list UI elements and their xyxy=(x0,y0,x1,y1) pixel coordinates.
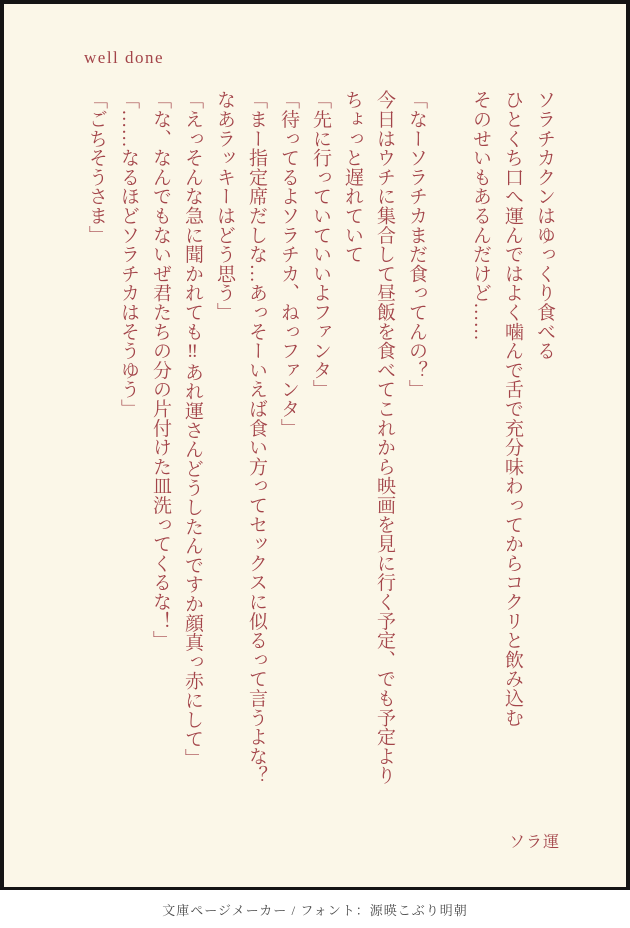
text-line: ソラチカクンはゆっくり食べる xyxy=(534,90,555,361)
text-line: 「まー指定席だしな…あっそーいえば食い方ってセックスに似るって言うよな？ xyxy=(246,90,267,785)
text-line: 「な、なんでもないぜ君たちの分の片付けた皿洗ってくるな！」 xyxy=(150,90,171,650)
text-line: 「なーソラチカまだ食ってんの？」 xyxy=(406,90,427,399)
footer-band xyxy=(0,890,630,928)
text-line: 「先に行っていていいよファンタ」 xyxy=(310,90,331,399)
text-line: ひとくち口へ運んではよく噛んで舌で充分味わってからコクリと飲み込む xyxy=(502,90,523,727)
author-credit: ソラ運 xyxy=(509,834,561,851)
text-line: 「ごちそうさま」 xyxy=(86,90,107,245)
vertical-text-block xyxy=(80,90,560,796)
text-line: ちょっと遅れていて xyxy=(342,90,363,264)
text-line: なあラッキーはどう思う」 xyxy=(214,90,235,322)
text-line: 「待ってるよソラチカ、ねっファンタ」 xyxy=(278,90,299,438)
text-line: 今日はウチに集合して昼飯を食べてこれから映画を見に行く予定、でも予定より xyxy=(374,90,395,785)
text-line: そのせいもあるんだけど…… xyxy=(470,90,491,341)
text-line: 「えっそんな急に聞かれても‼あれ運さんどうしたんですか顔真っ赤にして」 xyxy=(182,90,203,768)
text-line-blank xyxy=(432,90,464,796)
header-note: well done xyxy=(84,48,165,67)
footer-credit: 文庫ページメーカー / フォント：源暎こぶり明朝 xyxy=(162,902,468,918)
text-line: 「……なるほどソラチカはそうゆう」 xyxy=(118,90,139,419)
